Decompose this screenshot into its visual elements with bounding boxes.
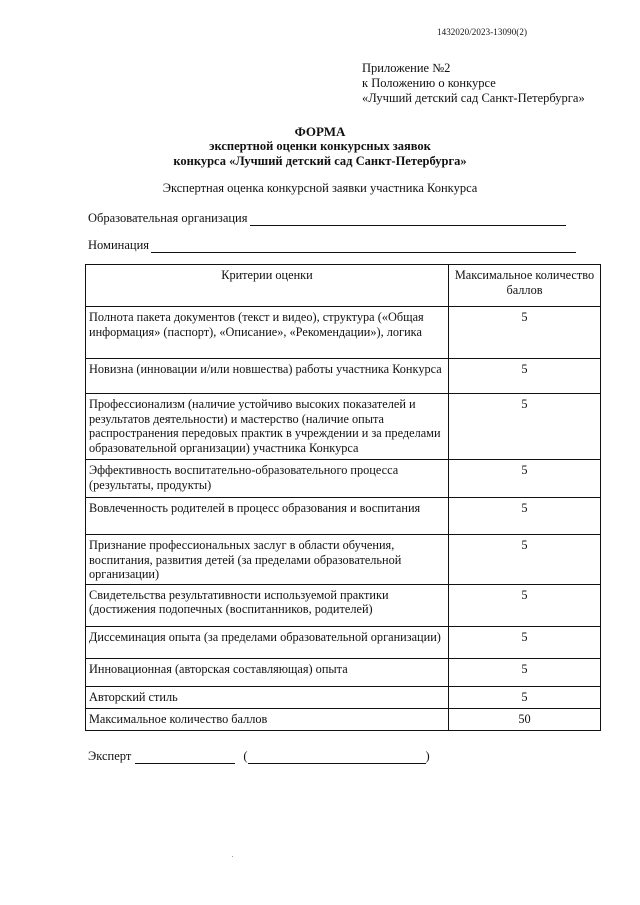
score-cell: 5 [449,498,601,535]
appendix-line: Приложение №2 [362,61,451,75]
table-row [86,460,601,498]
criteria-table [85,264,601,731]
table-row [86,307,601,359]
table-header-row [86,265,601,307]
nomination-label: Номинация [88,238,150,252]
criterion-cell: Диссеминация опыта (за пределами образовательной организации) [86,626,449,658]
score-cell: 5 [449,686,601,708]
table-row [86,394,601,460]
criterion-cell: Новизна (инновации и/или новшества) работы участника Конкурса [86,359,449,394]
paren-close: ) [425,749,430,763]
appendix-line: «Лучший детский сад Санкт-Петербурга» [362,91,585,105]
table-row [86,626,601,658]
title-line: экспертной оценки конкурсных заявок [209,139,431,153]
registration-number: 1432020/2023-13090(2) [437,27,528,37]
header-criteria: Критерии оценки [86,265,449,307]
table-row [86,498,601,535]
score-cell: 5 [449,307,601,359]
organization-field [88,211,566,226]
score-cell: 50 [449,708,601,730]
expert-signature-field [88,749,430,764]
score-cell: 5 [449,584,601,626]
score-cell: 5 [449,658,601,686]
organization-blank[interactable] [250,213,566,226]
criterion-cell: Эффективность воспитательно-образовательного процесса (результаты, продукты) [86,460,449,498]
expert-signature-blank[interactable] [135,751,235,764]
expert-label: Эксперт [88,749,132,763]
criterion-cell: Свидетельства результативности используемой практики (достижения подопечных (воспитанников, родителей) [86,584,449,626]
title-line: конкурса «Лучший детский сад Санкт-Петербурга» [173,154,467,168]
paren-open: ( [243,749,248,763]
score-cell: 5 [449,359,601,394]
nomination-blank[interactable] [151,240,576,253]
criterion-cell: Инновационная (авторская составляющая) опыта [86,658,449,686]
title-line: ФОРМА [294,124,346,139]
score-cell: 5 [449,460,601,498]
scan-speck [232,856,233,857]
header-max-score: Максимальное количество баллов [449,265,601,307]
criterion-cell: Признание профессиональных заслуг в области обучения, воспитания, развития детей (за пределами образовательной организации) [86,535,449,585]
table-row [86,686,601,708]
criterion-cell: Авторский стиль [86,686,449,708]
table-row [86,658,601,686]
score-cell: 5 [449,535,601,585]
criterion-cell: Максимальное количество баллов [86,708,449,730]
score-cell: 5 [449,394,601,460]
criterion-cell: Полнота пакета документов (текст и видео), структура («Общая информация» (паспорт), «Описание», «Рекомендации»), логика [86,307,449,359]
nomination-field [88,238,576,253]
score-cell: 5 [449,626,601,658]
form-subtitle: Экспертная оценка конкурсной заявки участника Конкурса [162,181,478,195]
table-row [86,535,601,585]
criterion-cell: Вовлеченность родителей в процесс образования и воспитания [86,498,449,535]
appendix-note [362,61,585,106]
table-row [86,359,601,394]
organization-label: Образовательная организация [88,211,248,225]
criterion-cell: Профессионализм (наличие устойчиво высоких показателей и результатов деятельности) и мастерство (наличие опыта распространения передовых практик в учреждении и за пределами образовательной организации) участника Конкурса [86,394,449,460]
form-title [0,124,640,169]
expert-name-blank[interactable] [248,751,426,764]
appendix-line: к Положению о конкурсе [362,76,496,90]
table-row [86,584,601,626]
table-row-total [86,708,601,730]
